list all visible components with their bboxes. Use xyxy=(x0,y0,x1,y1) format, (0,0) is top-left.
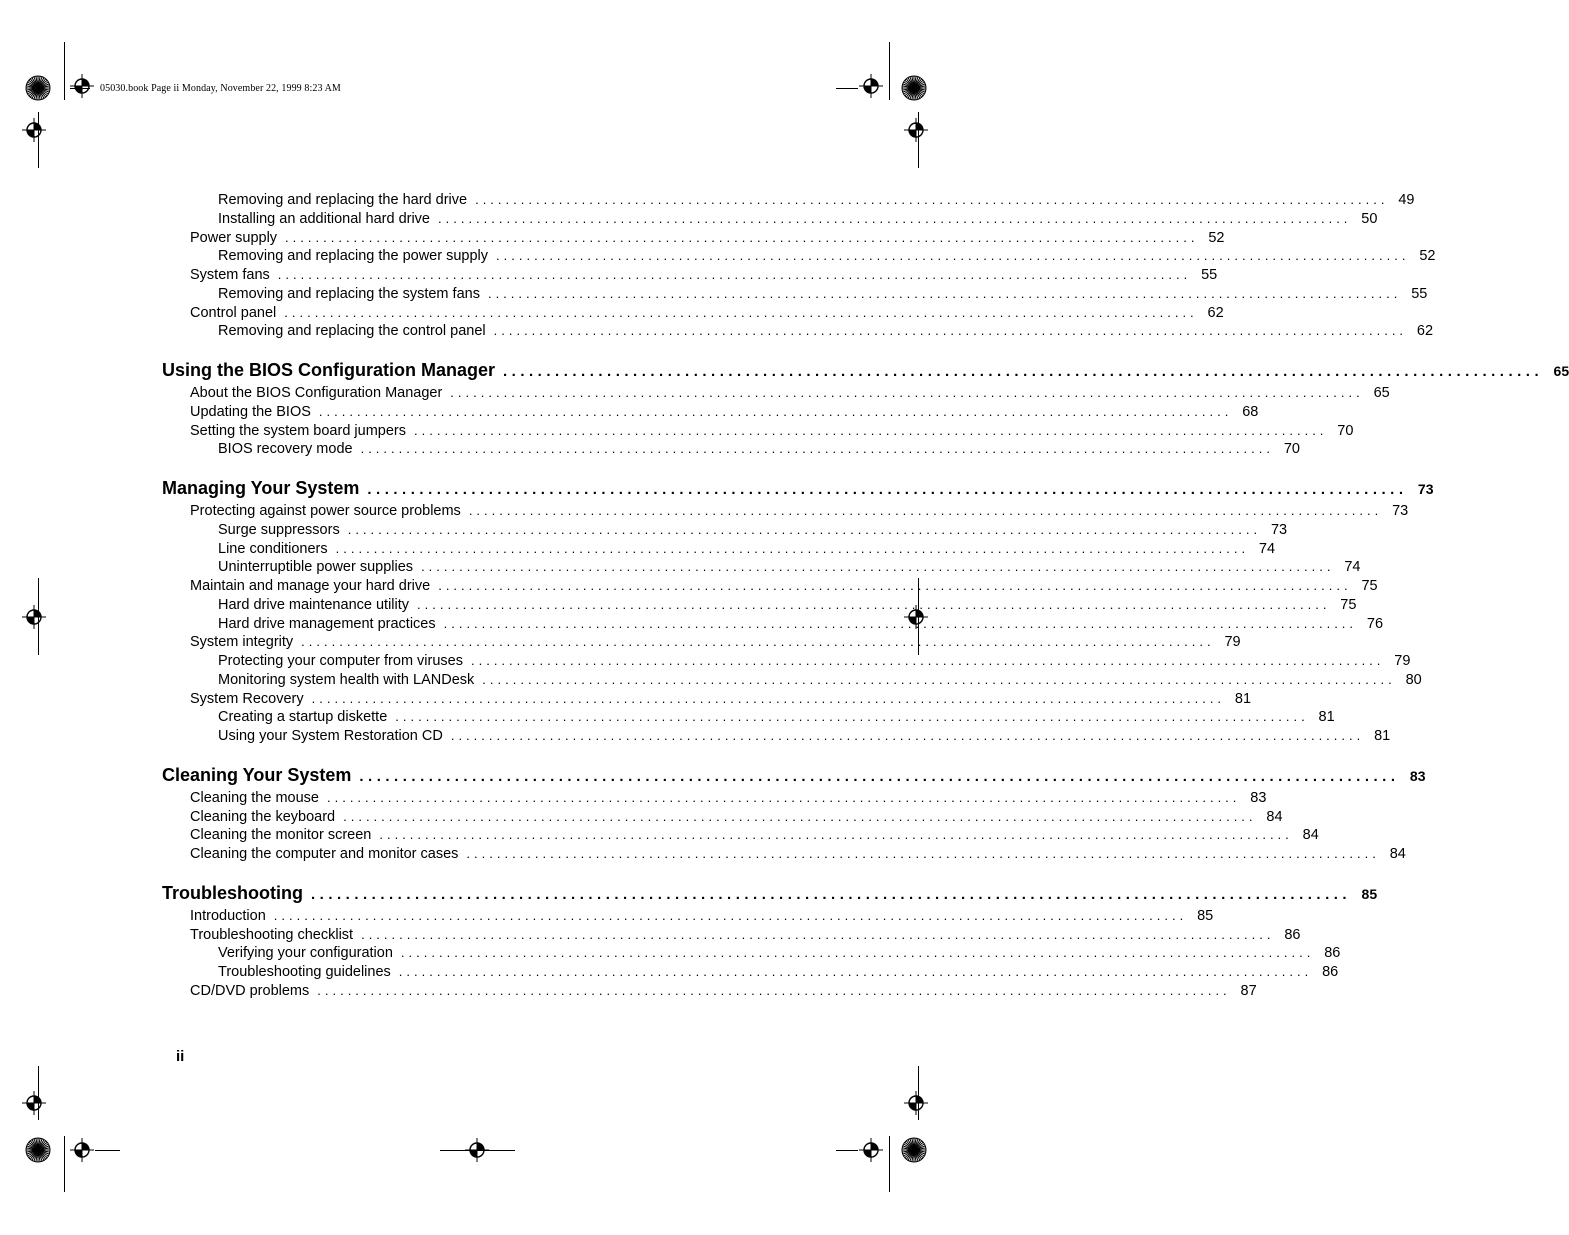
toc-leader-dots: ........................................................................................................................ xyxy=(317,982,1231,998)
toc-leader-dots: ........................................................................................................................ xyxy=(438,578,1352,593)
toc-entry-title: Hard drive maintenance utility xyxy=(218,596,410,613)
toc-entry-page: 62 xyxy=(1416,323,1434,340)
toc-entry[interactable] xyxy=(162,266,1218,285)
toc-leader-dots: ........................................................................................................................ xyxy=(359,767,1400,785)
toc-leader-dots: ........................................................................................................................ xyxy=(318,403,1233,419)
toc-entry[interactable] xyxy=(162,558,1361,577)
toc-entry-page: 68 xyxy=(1242,403,1259,420)
toc-leader-dots: ........................................................................................................................ xyxy=(335,540,1250,556)
print-slug: 05030.book Page ii Monday, November 22, 1999 8:23 AM xyxy=(100,83,341,94)
toc-entry-page: 73 xyxy=(1392,503,1409,519)
toc-entry-page: 84 xyxy=(1302,827,1319,844)
toc-leader-dots: ........................................................................................................................ xyxy=(367,481,1408,498)
toc-entry-page: 85 xyxy=(1361,885,1378,902)
toc-leader-dots: ........................................................................................................................ xyxy=(326,789,1241,805)
toc-leader-dots: ........................................................................................................................ xyxy=(493,323,1408,339)
registration-mark-icon xyxy=(22,1091,46,1115)
toc-entry-page: 52 xyxy=(1208,229,1225,246)
toc-entry[interactable] xyxy=(162,808,1283,827)
toc-entry[interactable] xyxy=(162,652,1411,671)
crop-line xyxy=(64,42,65,100)
registration-mark-icon xyxy=(22,118,46,142)
toc-entry[interactable] xyxy=(162,191,1415,210)
toc-entry-page: 79 xyxy=(1224,634,1241,651)
toc-entry-title: Cleaning the computer and monitor cases xyxy=(190,846,459,862)
toc-entry-page: 86 xyxy=(1322,964,1339,980)
toc-entry[interactable] xyxy=(162,982,1257,1001)
toc-entry-title: Power supply xyxy=(190,229,278,246)
toc-entry-title: Cleaning the monitor screen xyxy=(190,827,372,844)
toc-entry-page: 52 xyxy=(1419,248,1436,265)
toc-leader-dots: ........................................................................................................................ xyxy=(438,210,1352,226)
toc-entry-page: 76 xyxy=(1366,615,1384,632)
toc-entry-title: Removing and replacing the power supply xyxy=(218,248,489,265)
registration-mark-icon xyxy=(904,1091,928,1115)
toc-chapter-entry[interactable] xyxy=(162,357,1569,384)
toc-entry[interactable] xyxy=(162,789,1267,808)
toc-entry[interactable] xyxy=(162,229,1225,248)
registration-mark-icon xyxy=(859,74,883,98)
toc-entry-page: 81 xyxy=(1234,690,1252,707)
toc-entry-title: System fans xyxy=(190,267,270,283)
toc-entry-title: Setting the system board jumpers xyxy=(190,422,406,439)
toc-entry-title: CD/DVD problems xyxy=(190,982,310,999)
toc-entry-page: 87 xyxy=(1240,982,1257,999)
crop-line xyxy=(836,88,858,89)
toc-leader-dots: ........................................................................................................................ xyxy=(503,363,1544,380)
toc-entry-page: 85 xyxy=(1197,907,1214,924)
toc-leader-dots: ........................................................................................................................ xyxy=(379,827,1293,843)
toc-entry-title: BIOS recovery mode xyxy=(218,441,353,458)
toc-leader-dots: ........................................................................................................................ xyxy=(360,441,1274,457)
toc-entry-title: Line conditioners xyxy=(218,540,328,557)
toc-entry[interactable] xyxy=(162,384,1390,403)
toc-entry[interactable] xyxy=(162,422,1354,441)
toc-entry-title: Troubleshooting checklist xyxy=(190,926,354,943)
toc-entry[interactable] xyxy=(162,285,1428,304)
toc-entry-title: System integrity xyxy=(190,634,294,651)
toc-entry[interactable] xyxy=(162,247,1436,266)
crop-line xyxy=(95,1150,120,1151)
toc-entry[interactable] xyxy=(162,944,1341,963)
toc-entry-page: 86 xyxy=(1284,926,1301,943)
table-of-contents xyxy=(162,191,1569,1001)
toc-entry[interactable] xyxy=(162,826,1319,845)
toc-entry-title: Using the BIOS Configuration Manager xyxy=(162,360,496,380)
crop-line xyxy=(38,1066,39,1120)
toc-entry-title: Updating the BIOS xyxy=(190,403,311,420)
crop-line xyxy=(836,1150,858,1151)
toc-leader-dots: ........................................................................................................................ xyxy=(398,964,1313,979)
toc-leader-dots: ........................................................................................................................ xyxy=(285,229,1199,245)
toc-leader-dots: ........................................................................................................................ xyxy=(475,192,1389,207)
toc-entry[interactable] xyxy=(162,907,1214,926)
toc-entry-page: 70 xyxy=(1337,422,1354,439)
toc-entry-title: Control panel xyxy=(190,304,277,321)
toc-entry[interactable] xyxy=(162,963,1339,982)
starburst-icon xyxy=(901,1137,927,1163)
toc-leader-dots: ........................................................................................................................ xyxy=(421,559,1335,575)
toc-entry-page: 81 xyxy=(1318,709,1335,726)
toc-entry[interactable] xyxy=(162,521,1288,540)
toc-chapter-entry[interactable] xyxy=(162,880,1378,907)
toc-chapter-entry[interactable] xyxy=(162,475,1434,502)
toc-leader-dots: ........................................................................................................................ xyxy=(466,846,1380,861)
toc-entry-page: 84 xyxy=(1266,808,1283,825)
toc-entry[interactable] xyxy=(162,322,1434,341)
toc-entry-page: 50 xyxy=(1361,210,1378,227)
toc-leader-dots: ........................................................................................................................ xyxy=(301,634,1215,650)
toc-leader-dots: ........................................................................................................................ xyxy=(347,521,1262,537)
toc-entry-title: Hard drive management practices xyxy=(218,615,436,632)
toc-entry-page: 70 xyxy=(1283,441,1300,458)
toc-entry-title: Installing an additional hard drive xyxy=(218,210,430,227)
crop-line xyxy=(64,1136,65,1192)
toc-entry-title: Troubleshooting xyxy=(162,882,303,903)
toc-entry[interactable] xyxy=(162,727,1391,746)
toc-entry-title: System Recovery xyxy=(190,690,304,707)
toc-leader-dots: ........................................................................................................................ xyxy=(343,808,1257,824)
toc-entry[interactable] xyxy=(162,671,1422,690)
crop-line xyxy=(38,112,39,168)
crop-line xyxy=(889,42,890,100)
toc-leader-dots: ........................................................................................................................ xyxy=(277,267,1192,282)
registration-mark-icon xyxy=(70,1138,94,1162)
toc-leader-dots: ........................................................................................................................ xyxy=(273,907,1188,923)
page-number: ii xyxy=(176,1048,185,1065)
toc-entry-title: Surge suppressors xyxy=(218,521,340,538)
toc-entry-page: 65 xyxy=(1373,385,1390,401)
toc-entry[interactable] xyxy=(162,502,1409,521)
toc-entry-title: Creating a startup diskette xyxy=(218,709,388,726)
toc-leader-dots: ........................................................................................................................ xyxy=(450,385,1364,400)
toc-entry[interactable] xyxy=(162,403,1259,422)
toc-entry-page: 81 xyxy=(1374,728,1391,744)
toc-entry-title: Cleaning the mouse xyxy=(190,789,319,806)
toc-entry-title: Monitoring system health with LANDesk xyxy=(218,671,475,688)
toc-entry-title: Verifying your configuration xyxy=(218,945,393,962)
toc-entry-title: Protecting against power source problems xyxy=(190,503,461,519)
toc-leader-dots: ........................................................................................................................ xyxy=(487,285,1402,301)
toc-entry-page: 84 xyxy=(1389,846,1406,862)
toc-leader-dots: ........................................................................................................................ xyxy=(414,422,1328,438)
toc-entry[interactable] xyxy=(162,440,1300,459)
toc-leader-dots: ........................................................................................................................ xyxy=(468,503,1383,518)
toc-entry-page: 73 xyxy=(1417,481,1434,497)
crop-line xyxy=(440,1150,515,1151)
toc-entry-page: 65 xyxy=(1553,363,1569,379)
toc-entry[interactable] xyxy=(162,210,1378,229)
toc-entry-page: 62 xyxy=(1207,304,1224,321)
toc-entry-title: About the BIOS Configuration Manager xyxy=(190,385,443,401)
toc-entry-title: Troubleshooting guidelines xyxy=(218,964,391,980)
toc-entry-page: 83 xyxy=(1250,789,1267,806)
toc-entry-title: Cleaning the keyboard xyxy=(190,808,336,825)
toc-leader-dots: ........................................................................................................................ xyxy=(395,709,1309,725)
toc-leader-dots: ........................................................................................................................ xyxy=(417,596,1331,612)
toc-leader-dots: ........................................................................................................................ xyxy=(311,690,1226,706)
toc-entry[interactable] xyxy=(162,926,1301,945)
toc-leader-dots: ........................................................................................................................ xyxy=(482,671,1396,687)
toc-entry-title: Removing and replacing the system fans xyxy=(218,285,480,302)
starburst-icon xyxy=(25,75,51,101)
toc-entry-title: Removing and replacing the hard drive xyxy=(218,192,468,208)
toc-entry[interactable] xyxy=(162,708,1335,727)
toc-leader-dots: ........................................................................................................................ xyxy=(400,945,1315,961)
registration-mark-icon xyxy=(904,118,928,142)
toc-entry-page: 83 xyxy=(1409,767,1426,784)
toc-leader-dots: ........................................................................................................................ xyxy=(450,728,1365,743)
toc-leader-dots: ........................................................................................................................ xyxy=(470,653,1385,668)
crop-line xyxy=(889,1136,890,1192)
toc-entry-page: 75 xyxy=(1340,596,1357,613)
toc-entry-page: 55 xyxy=(1411,285,1428,302)
toc-leader-dots: ........................................................................................................................ xyxy=(361,926,1275,942)
crop-line xyxy=(38,578,39,655)
toc-entry-title: Cleaning Your System xyxy=(162,764,352,785)
toc-entry-title: Managing Your System xyxy=(162,478,360,498)
toc-entry[interactable] xyxy=(162,690,1252,709)
toc-leader-dots: ........................................................................................................................ xyxy=(443,615,1358,631)
toc-entry[interactable] xyxy=(162,633,1241,652)
registration-mark-icon xyxy=(22,605,46,629)
toc-leader-dots: ........................................................................................................................ xyxy=(496,248,1410,264)
toc-entry[interactable] xyxy=(162,845,1406,864)
toc-leader-dots: ........................................................................................................................ xyxy=(284,304,1198,320)
toc-entry-page: 75 xyxy=(1361,578,1378,594)
toc-entry[interactable] xyxy=(162,304,1224,323)
toc-entry-title: Protecting your computer from viruses xyxy=(218,653,463,669)
toc-entry-title: Maintain and manage your hard drive xyxy=(190,578,431,594)
toc-entry[interactable] xyxy=(162,596,1357,615)
toc-entry-page: 74 xyxy=(1258,540,1276,557)
toc-entry-page: 55 xyxy=(1201,267,1218,283)
crop-line xyxy=(918,112,919,168)
toc-entry-page: 86 xyxy=(1324,945,1341,962)
toc-entry-title: Uninterruptible power supplies xyxy=(218,559,414,576)
toc-leader-dots: ........................................................................................................................ xyxy=(311,885,1352,903)
starburst-icon xyxy=(25,1137,51,1163)
toc-entry[interactable] xyxy=(162,577,1378,596)
toc-entry-title: Using your System Restoration CD xyxy=(218,728,443,744)
toc-entry-page: 80 xyxy=(1405,671,1422,688)
toc-chapter-entry[interactable] xyxy=(162,762,1426,789)
toc-entry-page: 74 xyxy=(1344,559,1361,576)
registration-mark-icon xyxy=(859,1138,883,1162)
crop-line xyxy=(918,1066,919,1120)
toc-entry-page: 79 xyxy=(1394,653,1411,669)
starburst-icon xyxy=(901,75,927,101)
registration-mark-icon xyxy=(70,74,94,98)
toc-entry-title: Introduction xyxy=(190,907,266,924)
toc-entry-page: 73 xyxy=(1270,521,1288,538)
toc-entry-title: Removing and replacing the control panel xyxy=(218,323,486,340)
toc-entry[interactable] xyxy=(162,540,1276,559)
toc-entry-page: 49 xyxy=(1398,192,1415,208)
toc-entry[interactable] xyxy=(162,615,1384,634)
